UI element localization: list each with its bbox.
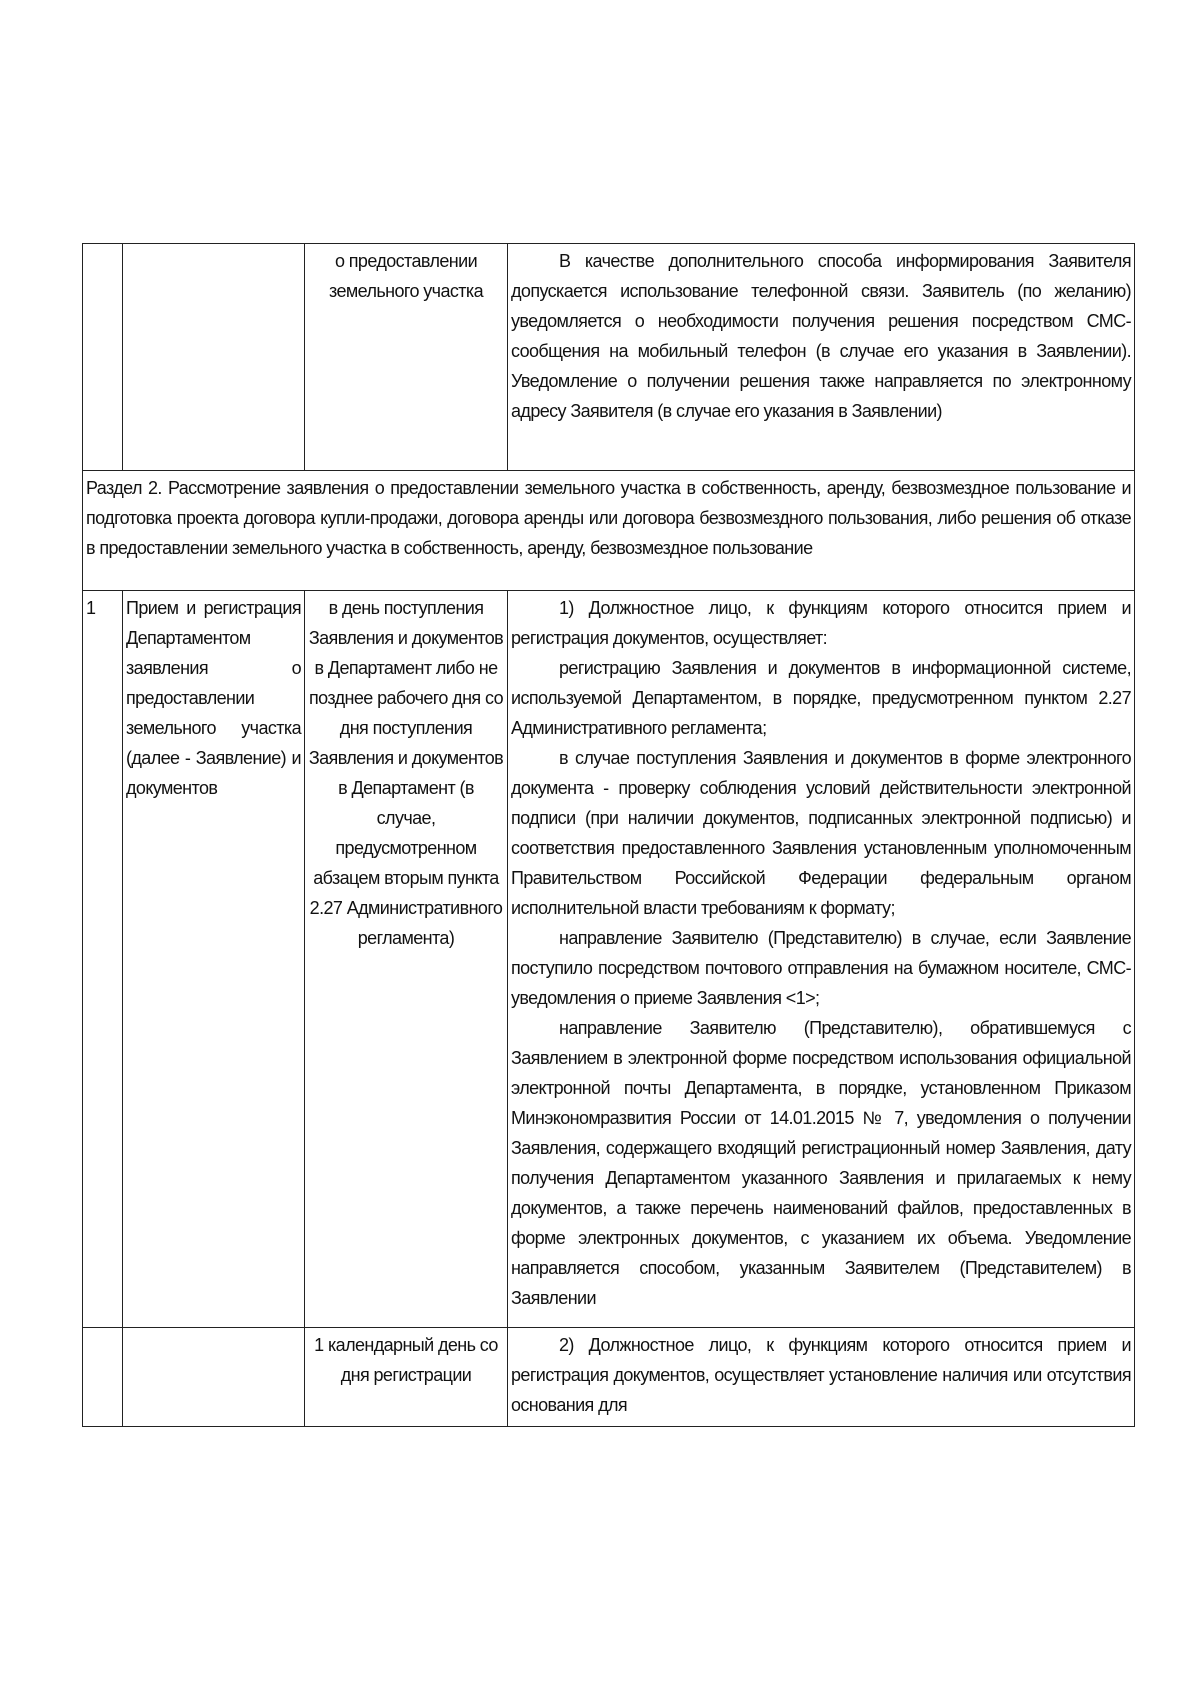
action-cell <box>123 244 305 471</box>
number-cell <box>83 244 123 471</box>
description-cell <box>508 591 1135 1328</box>
term-cell <box>305 591 508 1328</box>
action-text: Прием и регистрация Департаментом заявления о предоставлении земельного участка (далее - Заявление) и документов <box>126 598 301 798</box>
description-paragraph: направление Заявителю (Представителю), обратившемуся с Заявлением в электронной форме посредством использования официальной электронной почты Департамента, в порядке, установленном Приказом Минэкономразвития России от 14.01.2015 № 7, уведомления о получении Заявления, содержащего входящий регистрационный номер Заявления, дату получения Департаментом указанного Заявления и прилагаемых к нему документов, а также перечень наименований файлов, предоставленных в форме электронных документов, с указанием их объема. Уведомление направляется способом, указанным Заявителем (Представителем) в Заявлении <box>511 1018 1131 1308</box>
regulation-table <box>82 243 1135 1427</box>
table-row <box>83 244 1135 471</box>
description-paragraph: в случае поступления Заявления и документов в форме электронного документа - проверку соблюдения условий действительности электронной подписи (при наличии документов, подписанных электронной подписью) и соответствия предоставленного Заявления установленным уполномоченным Правительством Российской Федерации федеральным органом исполнительной власти требованиям к формату; <box>511 748 1131 918</box>
action-cell <box>123 1328 305 1427</box>
section-row <box>83 471 1135 591</box>
term-text: в день поступления Заявления и документов в Департамент либо не позднее рабочего дня со дня поступления Заявления и документов в Департамент (в случае, предусмотренном абзацем вторым пункта 2.27 Административного регламента) <box>308 598 504 948</box>
description-cell <box>508 244 1135 471</box>
row-number: 1 <box>86 598 96 618</box>
table-row <box>83 1328 1135 1427</box>
term-text: о предоставлении земельного участка <box>329 251 483 301</box>
term-cell <box>305 1328 508 1427</box>
table-row <box>83 591 1135 1328</box>
number-cell <box>83 591 123 1328</box>
section-title: Раздел 2. Рассмотрение заявления о предоставлении земельного участка в собственность, аренду, безвозмездное пользование и подготовка проекта договора купли-продажи, договора аренды или договора безвозмездного пользования, либо решения об отказе в предоставлении земельного участка в собственность, аренду, безвозмездное пользование <box>86 478 1131 558</box>
description-cell <box>508 1328 1135 1427</box>
number-cell <box>83 1328 123 1427</box>
description-paragraph: 1) Должностное лицо, к функциям которого относится прием и регистрация документов, осуществляет: <box>511 598 1131 648</box>
section-cell <box>83 471 1135 591</box>
description-paragraph: 2) Должностное лицо, к функциям которого относится прием и регистрация документов, осуществляет установление наличия или отсутствия основания для <box>511 1335 1131 1415</box>
description-paragraph: В качестве дополнительного способа информирования Заявителя допускается использование телефонной связи. Заявитель (по желанию) уведомляется о необходимости получения решения посредством СМС-сообщения на мобильный телефон (в случае его указания в Заявлении). Уведомление о получении решения также направляется по электронному адресу Заявителя (в случае его указания в Заявлении) <box>511 251 1131 421</box>
action-cell <box>123 591 305 1328</box>
description-paragraph: регистрацию Заявления и документов в информационной системе, используемой Департаментом, в порядке, предусмотренном пунктом 2.27 Административного регламента; <box>511 658 1131 738</box>
description-paragraph: направление Заявителю (Представителю) в случае, если Заявление поступило посредством почтового отправления на бумажном носителе, СМС-уведомления о приеме Заявления <1>; <box>511 928 1131 1008</box>
term-cell <box>305 244 508 471</box>
term-text: 1 календарный день со дня регистрации <box>314 1335 498 1385</box>
